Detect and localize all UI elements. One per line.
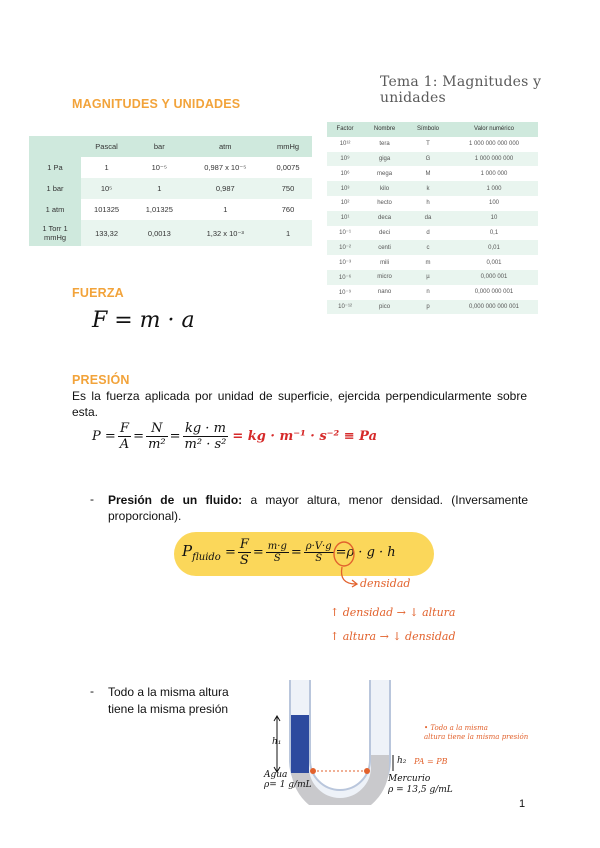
relation-note-1 [330, 606, 455, 619]
prefix-header-cell: Nombre [363, 122, 406, 137]
bullet-dash: - [90, 492, 94, 506]
equals-sign: = [133, 429, 145, 444]
table-cell: 1 [264, 220, 312, 246]
relation-effect: → ↓ altura [396, 606, 456, 619]
equals-sign: = [252, 545, 264, 560]
pa-pb-equality: PA = PB [414, 757, 448, 766]
table-row [327, 137, 538, 152]
table-cell: 1,01325 [145, 205, 173, 214]
note-line: • Todo a la misma [424, 724, 488, 732]
formula-lhs: P = [92, 429, 116, 444]
table-cell: 0,000 000 001 [474, 289, 514, 296]
fraction-denominator: m² · s² [184, 437, 227, 452]
prefix-header-cell: Valor numérico [450, 122, 538, 137]
table-row [327, 255, 538, 270]
table-cell: 10⁵ [81, 178, 132, 199]
relation-note-2 [330, 630, 456, 643]
table-cell: c [406, 240, 450, 255]
table-row [29, 157, 312, 178]
diagram-side-note [424, 724, 544, 742]
bullet-dash: - [90, 684, 94, 698]
table-cell: deca [363, 211, 406, 226]
table-cell: 0,0075 [276, 163, 300, 172]
table-cell: 0,000 001 [450, 270, 538, 285]
agua-label [264, 770, 312, 790]
table-cell: 1 000 000 000 000 [468, 141, 520, 148]
table-cell: 1 000 000 000 [450, 152, 538, 167]
table-cell: tera [379, 141, 390, 148]
formula-fraction [118, 421, 131, 452]
table-cell: 1 [132, 178, 186, 199]
table-cell: mega [377, 170, 393, 177]
table-cell: 0,001 [486, 259, 502, 266]
mercurio-density: ρ = 13,5 g/mL [388, 785, 453, 795]
table-cell: p [406, 300, 450, 315]
document-title: Tema 1: Magnitudes y unidades [380, 74, 542, 106]
table-cell: 133,32 [81, 220, 132, 246]
units-header-cell: bar [132, 136, 186, 157]
units-conversion-table [29, 136, 312, 246]
table-cell: 0,000 000 000 001 [450, 300, 538, 315]
formula-fraction [146, 421, 168, 452]
formula-fraction [183, 421, 229, 452]
density-annotation-arrow [330, 540, 460, 600]
units-table-header-row [29, 136, 312, 157]
mercurio-label [388, 774, 453, 796]
table-cell: m [425, 259, 431, 266]
units-header-cell [29, 136, 81, 157]
table-cell: 1 Torr 1 mmHg [29, 220, 81, 246]
table-cell: 101325 [94, 205, 120, 214]
table-cell: 1 000 [450, 181, 538, 196]
table-cell: 0,987 x 10⁻⁵ [204, 163, 247, 172]
table-cell: 10⁻⁶ [327, 270, 363, 285]
section-heading-magnitudes: MAGNITUDES Y UNIDADES [72, 97, 241, 111]
formula-fraction [266, 541, 289, 564]
water-column [291, 715, 309, 773]
table-cell: G [406, 152, 450, 167]
table-cell: 10⁻¹² [327, 300, 363, 315]
table-cell: 1,32 x 10⁻³ [187, 220, 265, 246]
formula-result: = kg · m⁻¹ · s⁻² ≡ Pa [232, 429, 378, 444]
fluido-bold-label: Presión de un fluido: [108, 493, 243, 507]
table-cell: 760 [281, 205, 295, 214]
fraction-numerator: m·g [267, 541, 287, 552]
table-row [327, 226, 538, 241]
table-row [327, 240, 538, 255]
formula-tail: ρ · g · h [346, 545, 396, 560]
table-cell: 10⁻¹ [339, 230, 351, 237]
table-row [327, 270, 538, 285]
fraction-denominator: S [315, 553, 323, 564]
table-cell: 0,1 [489, 229, 499, 236]
table-row [327, 152, 538, 167]
table-cell: mili [380, 259, 390, 266]
table-cell: micro [363, 270, 406, 285]
agua-name: Agua [264, 770, 288, 780]
units-header-cell: Pascal [81, 136, 132, 157]
table-cell: h [426, 200, 430, 207]
relation-cause: ↑ altura [330, 630, 377, 643]
equals-sign: = [220, 545, 236, 560]
table-cell: da [406, 211, 450, 226]
table-cell: 1 [223, 205, 228, 214]
equals-sign: = [169, 429, 181, 444]
text-line: tiene la misma presión [108, 702, 229, 716]
si-prefix-table [327, 122, 538, 314]
fraction-denominator: S [239, 553, 249, 568]
units-header-cell: mmHg [264, 136, 312, 157]
fluido-description: a mayor altura, menor densidad. (Inversamente proporcional). [108, 493, 529, 523]
table-cell: 10⁻² [327, 240, 363, 255]
fraction-numerator: F [118, 421, 131, 437]
label-h1: h₁ [272, 737, 282, 747]
table-cell: 1 [104, 163, 109, 172]
table-row [327, 181, 538, 196]
equals-sign: = [335, 545, 347, 560]
table-cell: 10⁻⁵ [151, 163, 168, 172]
table-cell: 10² [340, 200, 350, 207]
table-cell: 750 [264, 178, 312, 199]
table-cell: 1 Pa [29, 157, 81, 178]
page-number: 1 [519, 798, 526, 810]
pressure-subscript: fluido [192, 552, 221, 563]
table-cell: nano [377, 289, 392, 296]
fraction-numerator: kg · m [183, 421, 229, 437]
relation-effect: → ↓ densidad [379, 630, 456, 643]
pressure-symbol: P [182, 542, 193, 560]
table-cell: d [426, 229, 430, 236]
table-row [327, 300, 538, 315]
prefix-table-header-row [327, 122, 538, 137]
fraction-numerator: ρ·V·g [305, 541, 332, 552]
fraction-denominator: m² [148, 437, 166, 452]
misma-altura-text [108, 684, 229, 718]
table-cell: 10 [450, 211, 538, 226]
density-note: densidad [360, 577, 411, 590]
prefix-header-cell: Factor [327, 122, 363, 137]
table-cell: 0,01 [450, 240, 538, 255]
table-row [327, 211, 538, 226]
fraction-numerator: N [146, 421, 168, 437]
table-row [29, 178, 312, 199]
relation-cause: ↑ densidad [330, 606, 394, 619]
table-cell: hecto [377, 200, 392, 207]
text-line: Todo a la misma altura [108, 685, 229, 699]
mercurio-name: Mercurio [388, 774, 431, 784]
table-cell: giga [363, 152, 406, 167]
table-cell: centi [363, 240, 406, 255]
fluido-bullet-text [108, 492, 528, 524]
fuerza-formula: F = m · a [92, 308, 195, 333]
table-cell: 10⁻³ [339, 260, 351, 267]
formula-fraction [238, 537, 251, 568]
table-cell: 1 atm [29, 199, 81, 220]
label-h2: h₂ [397, 756, 407, 766]
table-row [327, 166, 538, 181]
fraction-denominator: S [273, 553, 281, 564]
equals-sign: = [290, 545, 302, 560]
table-cell: 10⁻⁹ [338, 289, 352, 296]
units-header-cell: atm [187, 136, 265, 157]
table-row [29, 199, 312, 220]
formula-lhs [182, 542, 221, 563]
table-cell: 10³ [327, 181, 363, 196]
presion-formula [92, 421, 377, 452]
table-cell: 100 [488, 200, 499, 207]
fraction-numerator: F [239, 537, 249, 552]
table-cell: deci [379, 229, 391, 236]
section-heading-presion: PRESIÓN [72, 373, 130, 387]
table-cell: 0,0013 [132, 220, 186, 246]
table-cell: n [426, 289, 430, 296]
table-cell: 1 bar [29, 178, 81, 199]
table-cell: 10¹ [327, 211, 363, 226]
table-row [327, 285, 538, 300]
fraction-denominator: A [119, 437, 130, 452]
table-cell: kilo [363, 181, 406, 196]
table-cell: 10⁶ [340, 170, 350, 177]
presion-definition: Es la fuerza aplicada por unidad de superficie, ejercida perpendicularmente sobre esta. [72, 389, 527, 419]
table-cell: 10⁹ [327, 152, 363, 167]
table-cell: T [426, 141, 430, 148]
table-cell: k [406, 181, 450, 196]
table-row [29, 220, 312, 246]
table-cell: µ [406, 270, 450, 285]
prefix-header-cell: Símbolo [406, 122, 450, 137]
table-cell: 10¹² [339, 141, 351, 148]
table-cell: pico [363, 300, 406, 315]
table-cell: 0,987 [187, 178, 265, 199]
agua-density: ρ= 1 g/mL [264, 780, 312, 790]
section-heading-fuerza: FUERZA [72, 286, 124, 300]
table-cell: M [425, 170, 431, 177]
table-cell: 1 000 000 [480, 170, 508, 177]
note-line: altura tiene la misma presión [424, 733, 529, 741]
table-row [327, 196, 538, 211]
